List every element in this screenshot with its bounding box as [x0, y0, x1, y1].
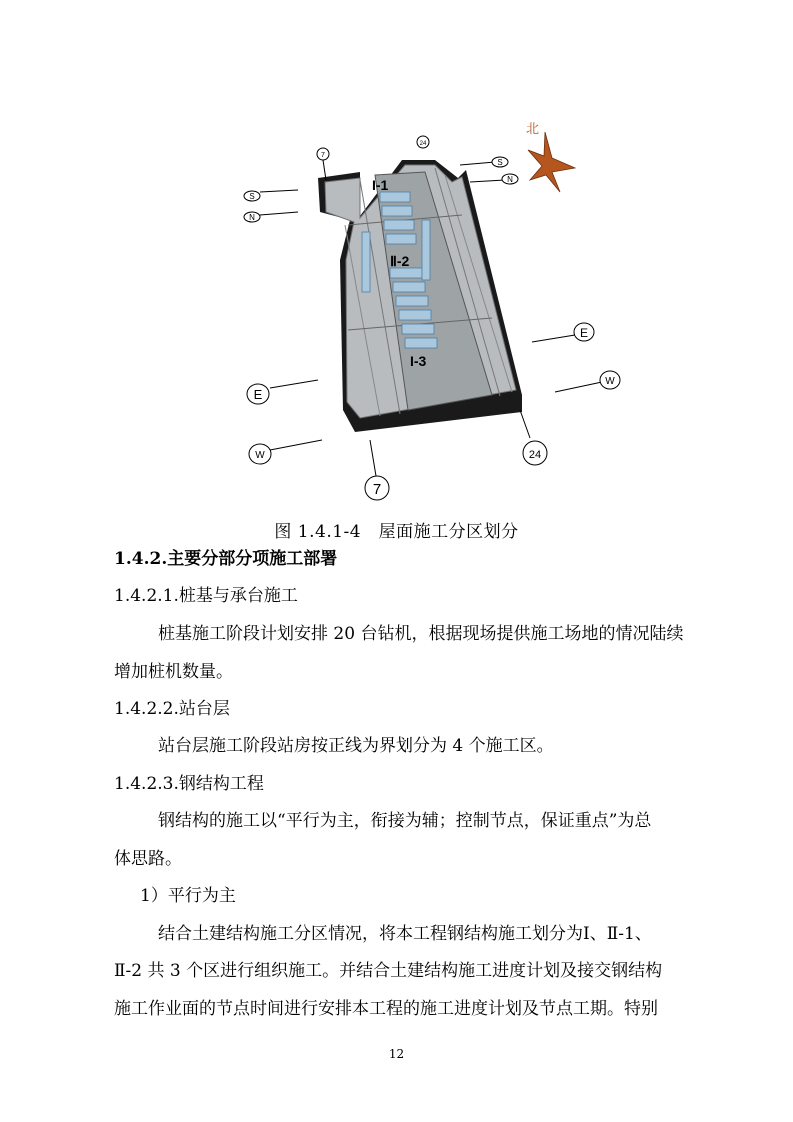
axis-label: N	[507, 175, 513, 184]
axis-label: 7	[372, 481, 382, 498]
roof-zone-figure	[230, 120, 630, 510]
axis-line	[460, 162, 495, 165]
subsection-heading: 1.4.2.2.站台层	[114, 699, 230, 719]
axis-label: 24	[419, 141, 427, 147]
skylight	[399, 310, 431, 320]
compass-icon	[526, 122, 575, 192]
axis-label: E	[253, 387, 263, 402]
skylight	[402, 324, 434, 334]
axis-label: S	[249, 192, 255, 201]
axis-label: W	[255, 450, 265, 461]
subsection-heading: 1.4.2.3.钢结构工程	[114, 774, 264, 794]
axis-line	[520, 410, 530, 438]
figure-caption: 图 1.4.1-4 屋面施工分区划分	[274, 522, 519, 542]
zone-label: I-3	[410, 353, 427, 369]
skylight	[422, 220, 430, 280]
axis-label: W	[605, 376, 615, 387]
zone-label: I-1	[372, 177, 389, 193]
north-label: 北	[526, 122, 540, 137]
skylight	[396, 296, 428, 306]
axis-line	[270, 440, 322, 450]
list-item-heading: 1）平行为主	[140, 886, 236, 906]
axis-line	[260, 212, 298, 215]
axis-line	[270, 380, 318, 388]
paragraph-line: 体思路。	[114, 849, 182, 869]
axis-line	[555, 382, 602, 392]
skylight	[382, 206, 412, 216]
compass-star	[528, 132, 575, 192]
subsection-heading: 1.4.2.1.桩基与承台施工	[114, 586, 298, 606]
axis-line	[532, 335, 575, 342]
skylight	[362, 232, 370, 292]
skylight	[390, 268, 422, 278]
paragraph-line: 结合土建结构施工分区情况，将本工程钢结构施工划分为Ⅰ、Ⅱ-1、	[158, 924, 652, 944]
page-number: 12	[388, 1047, 405, 1061]
zone-label: Ⅱ-2	[390, 253, 410, 269]
axis-line	[260, 190, 298, 192]
skylight	[386, 234, 416, 244]
axis-line	[470, 180, 505, 182]
axis-label: S	[497, 158, 503, 167]
skylight	[405, 338, 437, 348]
axis-label: E	[579, 326, 589, 340]
roof-zone-drawing	[230, 120, 630, 510]
paragraph-line: 增加桩机数量。	[114, 662, 233, 682]
paragraph-line: 钢结构的施工以“平行为主，衔接为辅；控制节点，保证重点”为总	[158, 811, 652, 831]
skylight	[393, 282, 425, 292]
paragraph-line: Ⅱ-2 共 3 个区进行组织施工。并结合土建结构施工进度计划及接交钢结构	[114, 961, 663, 981]
skylight	[384, 220, 414, 230]
axis-line	[323, 160, 326, 180]
paragraph-line: 桩基施工阶段计划安排 20 台钻机，根据现场提供施工场地的情况陆续	[158, 624, 684, 644]
skylight	[380, 192, 410, 202]
axis-label: 7	[321, 152, 325, 159]
axis-label: N	[249, 213, 255, 222]
axis-label: 24	[528, 449, 542, 461]
paragraph-line: 站台层施工阶段站房按正线为界划分为 4 个施工区。	[158, 736, 554, 756]
section-heading: 1.4.2.主要分部分项施工部署	[114, 549, 338, 569]
axis-line	[370, 440, 376, 476]
paragraph-line: 施工作业面的节点时间进行安排本工程的施工进度计划及节点工期。特别	[114, 999, 658, 1019]
